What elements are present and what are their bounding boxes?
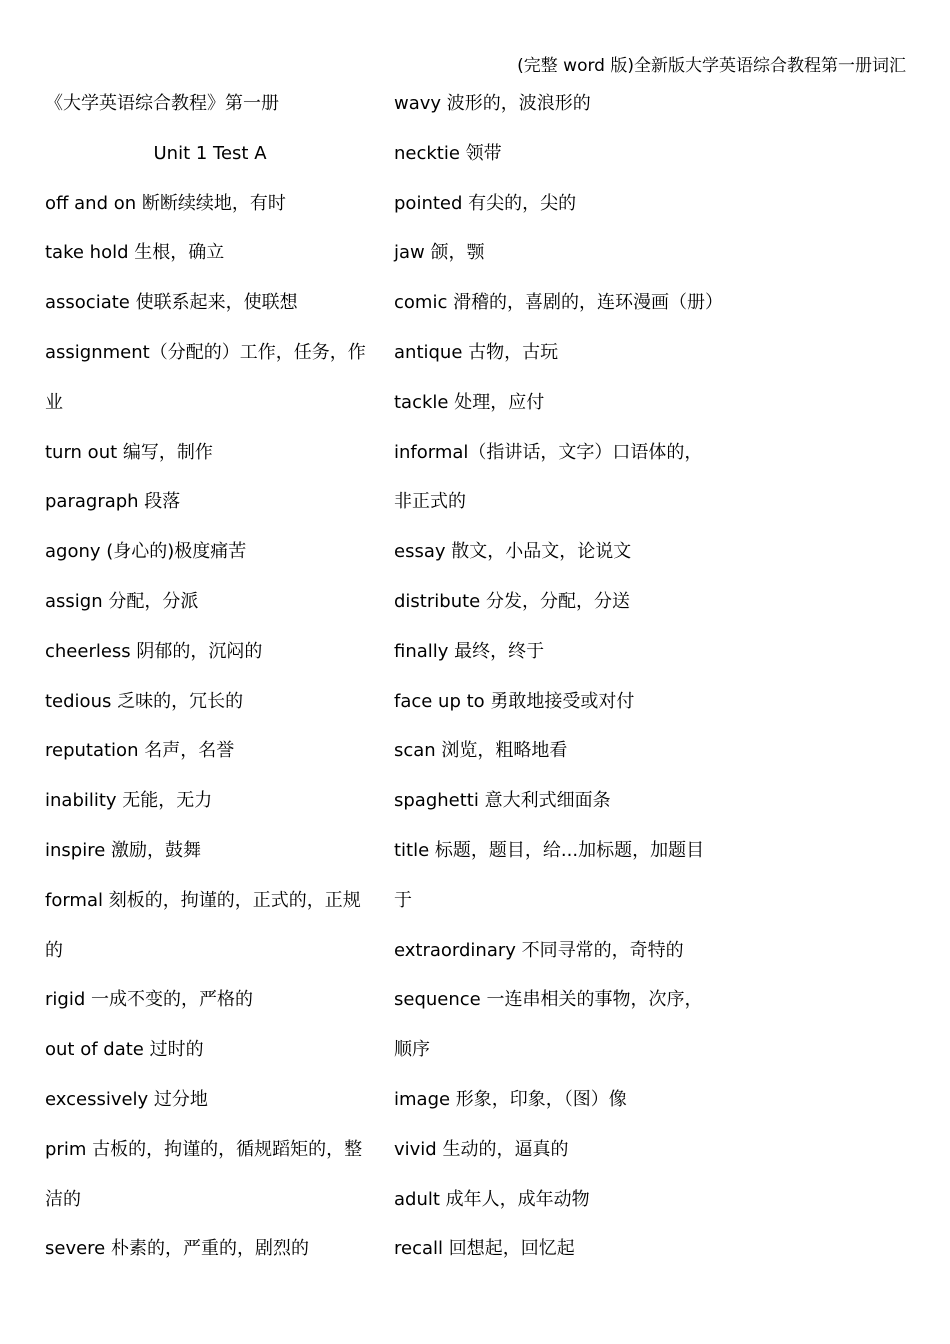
vocab-entry: extraordinary 不同寻常的，奇特的 — [394, 939, 684, 961]
vocab-entry: assign 分配，分派 — [45, 590, 199, 612]
vocab-entry-continued: 业 — [45, 391, 63, 413]
vocab-entry: title 标题，题目，给...加标题，加题目 — [394, 839, 705, 861]
vocab-entry: vivid 生动的，逼真的 — [394, 1138, 569, 1160]
vocab-entry: wavy 波形的，波浪形的 — [394, 93, 591, 114]
vocab-entry-continued: 非正式的 — [394, 491, 466, 513]
vocab-entry: paragraph 段落 — [45, 491, 181, 513]
vocab-entry: sequence 一连串相关的事物，次序， — [394, 989, 703, 1011]
vocab-entry: associate 使联系起来，使联想 — [45, 292, 298, 314]
book-title: 《大学英语综合教程》第一册 — [45, 93, 279, 114]
vocab-entry: comic 滑稽的，喜剧的，连环漫画（册） — [394, 292, 724, 314]
unit-heading: Unit 1 Test A — [153, 142, 267, 164]
vocab-entry: recall 回想起，回忆起 — [394, 1238, 575, 1260]
vocab-column-left — [45, 79, 375, 1274]
vocab-entry: excessively 过分地 — [45, 1088, 208, 1110]
vocab-entry: prim 古板的，拘谨的，循规蹈矩的，整 — [45, 1138, 363, 1160]
vocab-entry: informal（指讲话，文字）口语体的， — [394, 441, 703, 463]
vocab-entry: tackle 处理，应付 — [394, 391, 545, 413]
vocab-entry: finally 最终，终于 — [394, 640, 545, 662]
vocab-entry: adult 成年人，成年动物 — [394, 1188, 590, 1210]
vocab-entry: antique 古物，古玩 — [394, 341, 559, 363]
vocab-entry: essay 散文，小品文，论说文 — [394, 541, 632, 563]
vocab-entry: off and on 断断续续地，有时 — [45, 192, 286, 214]
vocab-entry: out of date 过时的 — [45, 1039, 204, 1061]
vocab-entry: reputation 名声，名誉 — [45, 740, 235, 762]
vocab-entry: severe 朴素的，严重的，剧烈的 — [45, 1238, 309, 1260]
vocab-entry: turn out 编写，制作 — [45, 441, 213, 463]
vocab-entry: distribute 分发，分配，分送 — [394, 590, 630, 612]
vocab-entry: jaw 颌，颚 — [394, 242, 485, 264]
vocab-entry: assignment（分配的）工作，任务，作 — [45, 341, 366, 363]
vocab-entry: pointed 有尖的，尖的 — [394, 192, 577, 214]
vocab-entry: rigid 一成不变的，严格的 — [45, 989, 253, 1011]
vocab-entry: spaghetti 意大利式细面条 — [394, 790, 611, 812]
running-header: (完整 word 版)全新版大学英语综合教程第一册词汇 — [517, 56, 906, 76]
vocab-entry-continued: 顺序 — [394, 1039, 430, 1061]
vocab-entry: inability 无能，无力 — [45, 790, 213, 812]
vocab-entry: formal 刻板的，拘谨的，正式的，正规 — [45, 889, 361, 911]
vocab-entry-continued: 于 — [394, 889, 412, 911]
vocab-entry: image 形象，印象，（图）像 — [394, 1088, 627, 1110]
vocab-entry: inspire 激励，鼓舞 — [45, 839, 202, 861]
vocab-entry: agony (身心的)极度痛苦 — [45, 541, 247, 563]
vocab-entry: scan 浏览，粗略地看 — [394, 740, 568, 762]
vocab-entry: face up to 勇敢地接受或对付 — [394, 690, 635, 712]
vocab-column-right — [394, 79, 724, 1274]
vocab-entry: cheerless 阴郁的，沉闷的 — [45, 640, 263, 662]
vocab-entry: necktie 领带 — [394, 142, 502, 164]
vocab-entry: take hold 生根，确立 — [45, 242, 225, 264]
vocab-entry-continued: 洁的 — [45, 1188, 81, 1210]
vocab-entry: tedious 乏味的，冗长的 — [45, 690, 244, 712]
vocab-entry-continued: 的 — [45, 939, 63, 961]
